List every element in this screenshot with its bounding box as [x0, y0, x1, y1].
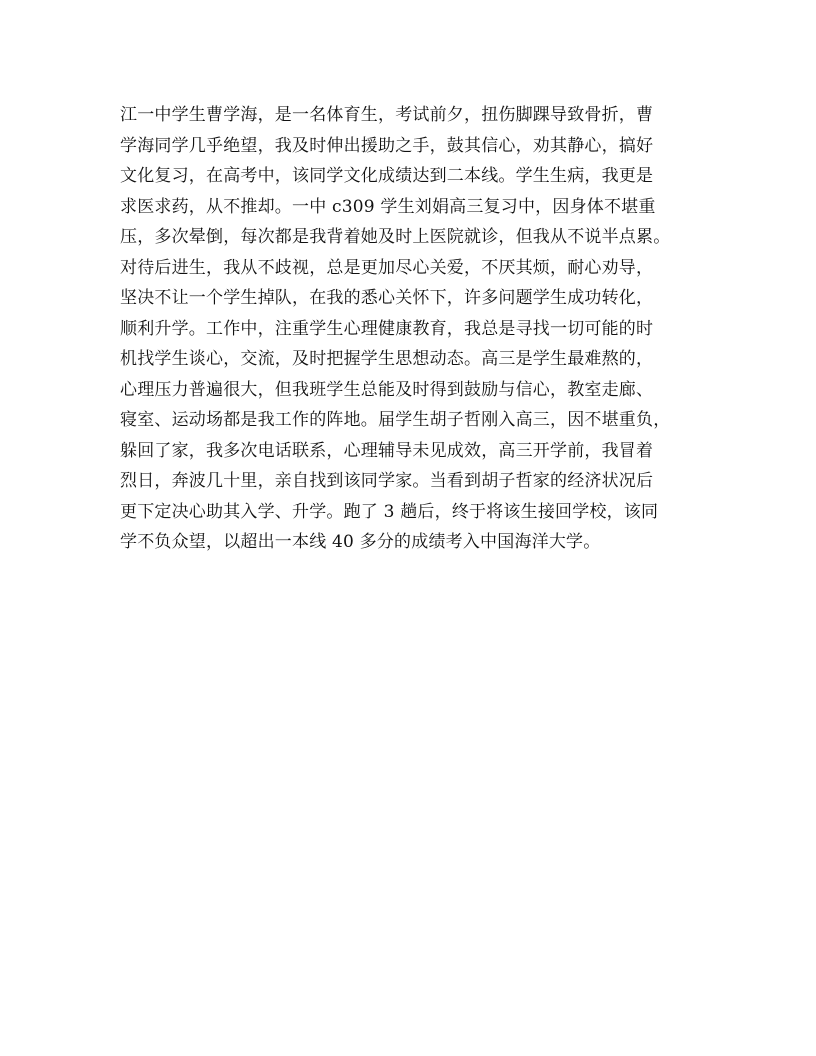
- text-line-10: 心理压力普遍很大，但我班学生总能及时得到鼓励与信心，教室走廊、: [120, 379, 654, 400]
- text-line-8: 顺利升学。工作中，注重学生心理健康教育，我总是寻找一切可能的时: [120, 318, 654, 339]
- text-line-15: 学不负众望，以超出一本线 40 多分的成绩考入中国海洋大学。: [120, 532, 601, 552]
- body-paragraph: [120, 100, 700, 558]
- text-line-3: 文化复习，在高考中，该同学文化成绩达到二本线。学生生病，我更是: [120, 166, 654, 186]
- text-line-2: 学海同学几乎绝望，我及时伸出援助之手，鼓其信心，劝其静心，搞好: [120, 135, 654, 156]
- text-line-6: 对待后进生，我从不歧视，总是更加尽心关爱，不厌其烦，耐心劝导，: [120, 257, 654, 278]
- text-line-9: 机找学生谈心，交流，及时把握学生思想动态。高三是学生最难熬的，: [120, 349, 654, 369]
- text-line-11: 寝室、运动场都是我工作的阵地。届学生胡子哲刚入高三，因不堪重负，: [120, 410, 671, 430]
- text-line-5: 压，多次晕倒，每次都是我背着她及时上医院就诊，但我从不说半点累。: [120, 227, 671, 247]
- text-line-1: 江一中学生曹学海，是一名体育生，考试前夕，扭伤脚踝导致骨折，曹: [120, 105, 654, 125]
- text-line-13: 烈日，奔波几十里，亲自找到该同学家。当看到胡子哲家的经济状况后: [120, 471, 654, 491]
- text-line-12: 躲回了家，我多次电话联系，心理辅导未见成效，高三开学前，我冒着: [120, 440, 654, 461]
- text-line-4: 求医求药，从不推却。一中 c309 学生刘娟高三复习中，因身体不堪重: [120, 196, 656, 217]
- text-line-14: 更下定决心助其入学、升学。跑了 3 趟后，终于将该生接回学校，该同: [120, 501, 659, 522]
- text-line-7: 坚决不让一个学生掉队，在我的悉心关怀下，许多问题学生成功转化，: [120, 288, 654, 308]
